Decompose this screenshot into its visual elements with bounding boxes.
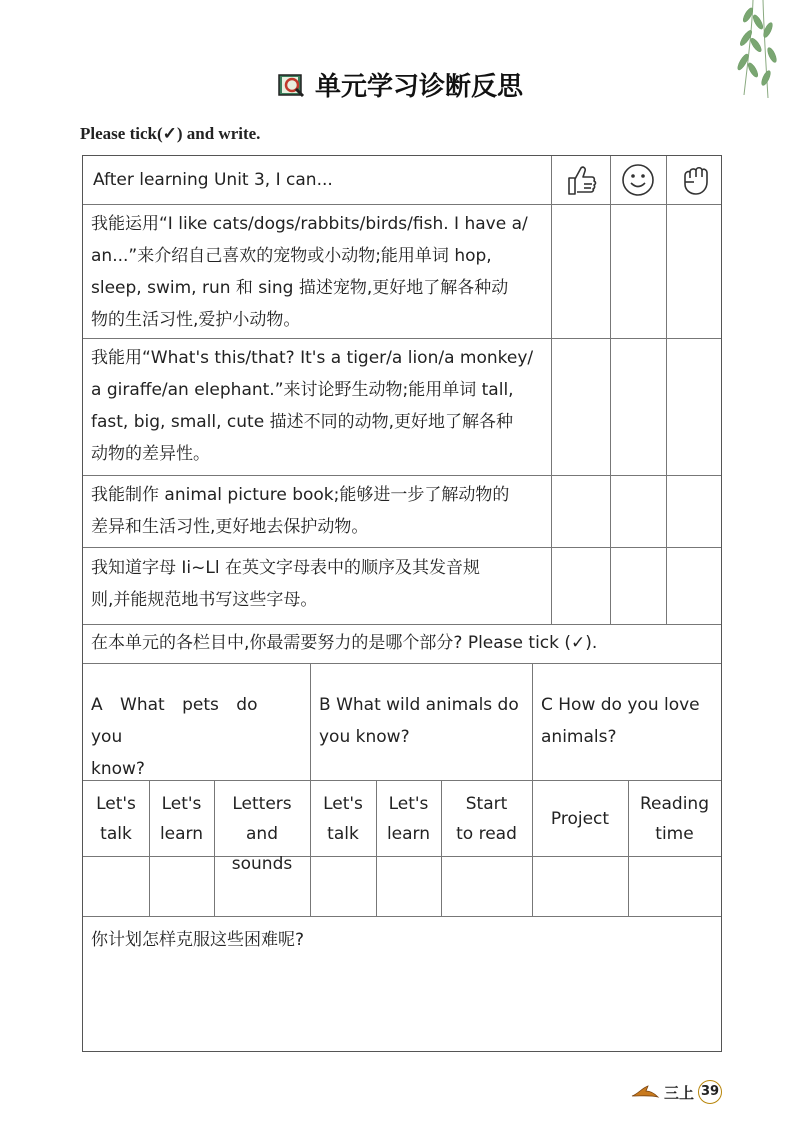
can-do-row-4: 我知道字母 Ii~Ll 在英文字母表中的顺序及其发音规 则,并能规范地书写这些字母。: [91, 558, 480, 610]
col-letters-sounds: Letters and sounds: [231, 794, 293, 874]
rating-cell[interactable]: [667, 205, 721, 337]
tick-cell[interactable]: [442, 857, 532, 915]
col-lets-talk-a: Let's talk: [96, 794, 136, 844]
tick-cell[interactable]: [533, 857, 628, 915]
section-c: C How do you love animals?: [541, 695, 700, 747]
magnifier-book-icon: [277, 71, 307, 99]
tick-cell[interactable]: [215, 857, 310, 915]
grade-label: 三上: [663, 1083, 694, 1102]
instruction-text: Please tick(✓) and write.: [80, 124, 261, 143]
tick-cell[interactable]: [377, 857, 441, 915]
plan-prompt: 你计划怎样克服这些困难呢?: [91, 930, 305, 950]
section-b: B What wild animals do you know?: [319, 695, 519, 747]
col-project: Project: [550, 809, 610, 829]
page-footer: [630, 1080, 722, 1104]
col-start-to-read: Start to read: [456, 794, 517, 844]
thumbs-up-icon[interactable]: [563, 162, 599, 198]
col-lets-learn-b: Let's learn: [386, 794, 431, 844]
col-lets-talk-b: Let's talk: [323, 794, 363, 844]
page-title: [277, 66, 523, 103]
can-do-row-3: 我能制作 animal picture book;能够进一步了解动物的 差异和生活习性,更好地去保护动物。: [91, 485, 510, 537]
tick-cell[interactable]: [311, 857, 376, 915]
section-a: A What pets do you know?: [91, 695, 258, 779]
tick-cell[interactable]: [83, 857, 149, 915]
fist-icon[interactable]: [677, 162, 713, 198]
plan-answer-area[interactable]: [83, 956, 721, 1050]
table-header: After learning Unit 3, I can...: [93, 170, 333, 190]
rating-cell[interactable]: [552, 205, 609, 337]
can-do-row-2: 我能用“What's this/that? It's a tiger/a lion/a monkey/ a giraffe/an elephant.”来讨论野生动物;能用单词 tall, fast, big, small, cute 描述不同的动物,更好地了解各种 动物的差异性。: [91, 348, 534, 464]
focus-question: 在本单元的各栏目中,你最需要努力的是哪个部分? Please tick (✓).: [91, 633, 598, 653]
col-reading-time: Reading time: [639, 794, 709, 844]
smiley-icon[interactable]: [620, 162, 656, 198]
rating-cell[interactable]: [611, 205, 665, 337]
can-do-row-1: 我能运用“I like cats/dogs/rabbits/birds/fish. I have a/ an...”来介绍自己喜欢的宠物或小动物;能用单词 hop, sleep, swim, run 和 sing 描述宠物,更好地了解各种动 物的生活习性,爱护小动物。: [91, 214, 528, 330]
bird-icon: [630, 1082, 660, 1102]
page-title-text: 单元学习诊断反思: [314, 72, 523, 102]
tick-cell[interactable]: [629, 857, 721, 915]
page-number: 39: [698, 1080, 722, 1104]
tick-cell[interactable]: [150, 857, 214, 915]
reflection-table: [82, 155, 722, 1052]
col-lets-learn-a: Let's learn: [159, 794, 204, 844]
